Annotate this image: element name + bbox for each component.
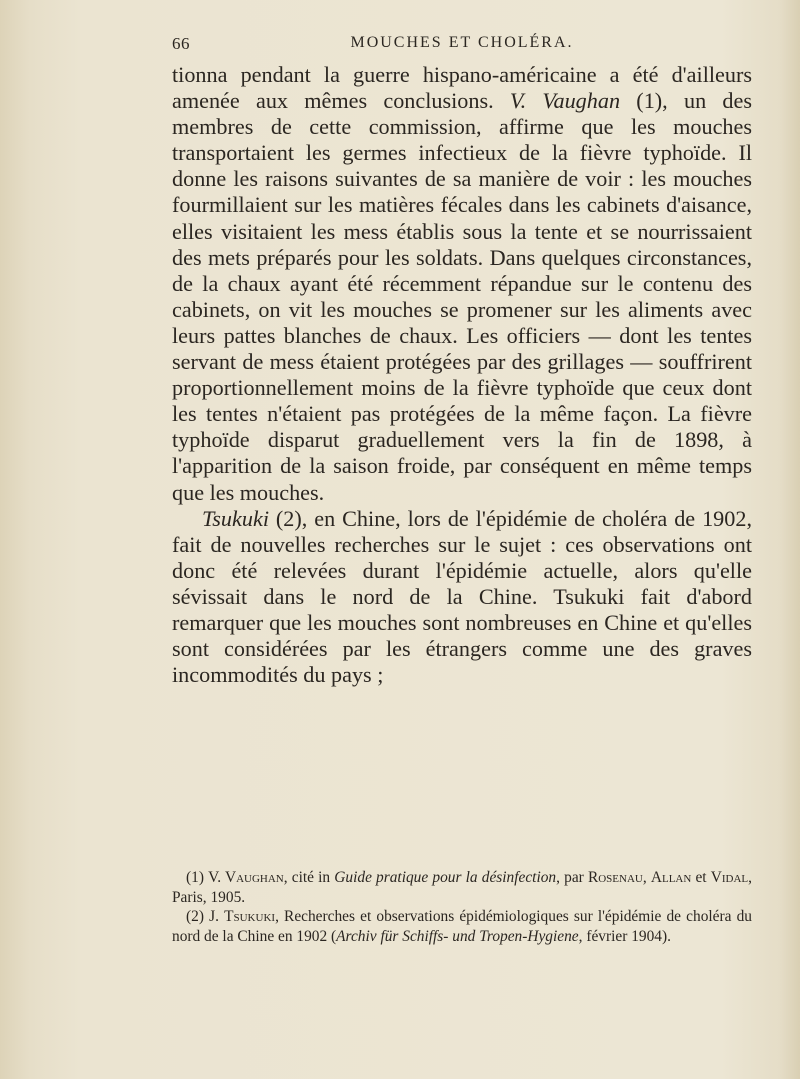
main-text (172, 62, 752, 688)
running-title: MOUCHES ET CHOLÉRA. (350, 34, 574, 51)
footnote-title: Guide pratique pour la désinfection (334, 869, 557, 886)
paragraph-tsukuki: Tsukuki (2), en Chine, lors de l'épidémie de choléra de 1902, fait de nouvelles recherches sur le sujet : ces observations ont donc été relevées durant l'épidémie actuelle, alors qu'elle sévissait dans le nord de la Chine. Tsukuki fait d'abord remarquer que les mouches sont nombreuses en Chine et qu'elles sont considérées par les étrangers comme une des graves incommodités du pays ; (172, 505, 752, 688)
page-header (172, 34, 752, 58)
footnote-author: Tsukuki (224, 908, 276, 925)
page-number: 66 (172, 34, 190, 53)
footnotes (172, 868, 752, 946)
footnote-1: (1) V. Vaughan, cité in Guide pratique pour la désinfection, par Rosenau, Allan et Vidal, Paris, 1905. (172, 869, 752, 906)
paragraph-continuation: tionna pendant la guerre hispano-américaine a été d'ailleurs amenée aux mêmes conclusions. V. Vaughan (1), un des membres de cette commission, affirme que les mouches transportaient les germes infectieux de la fièvre typhoïde. Il donne les raisons suivantes de sa manière de voir : les mouches fourmillaient sur les matières fécales dans les cabinets d'aisance, elles visitaient les mess établis sous la tente et se nourrissaient des mets préparés pour les soldats. Dans quelques circonstances, de la chaux ayant été récemment répandue sur le contenu des cabinets, on vit les mouches se promener sur les aliments avec leurs pattes blanches de chaux. Les officiers — dont les tentes servant de mess étaient protégées par des grillages — souffrirent proportionnellement moins de la fièvre typhoïde que ceux dont les tentes n'étaient pas protégées de la même façon. La fièvre typhoïde disparut graduellement vers la fin de 1898, à l'apparition de la saison froide, par conséquent en même temps que les mouches. (172, 62, 752, 505)
footnote-2: (2) J. Tsukuki, Recherches et observations épidémiologiques sur l'épidémie de choléra du nord de la Chine en 1902 (Archiv für Schiffs- und Tropen-Hygiene, février 1904). (172, 908, 752, 945)
footnote-journal: Archiv für Schiffs- und Tropen-Hygiene (336, 927, 579, 945)
footnote-author: V. Vaughan (208, 869, 284, 886)
author-name: Tsukuki (202, 505, 269, 531)
author-name: V. Vaughan (509, 88, 621, 114)
